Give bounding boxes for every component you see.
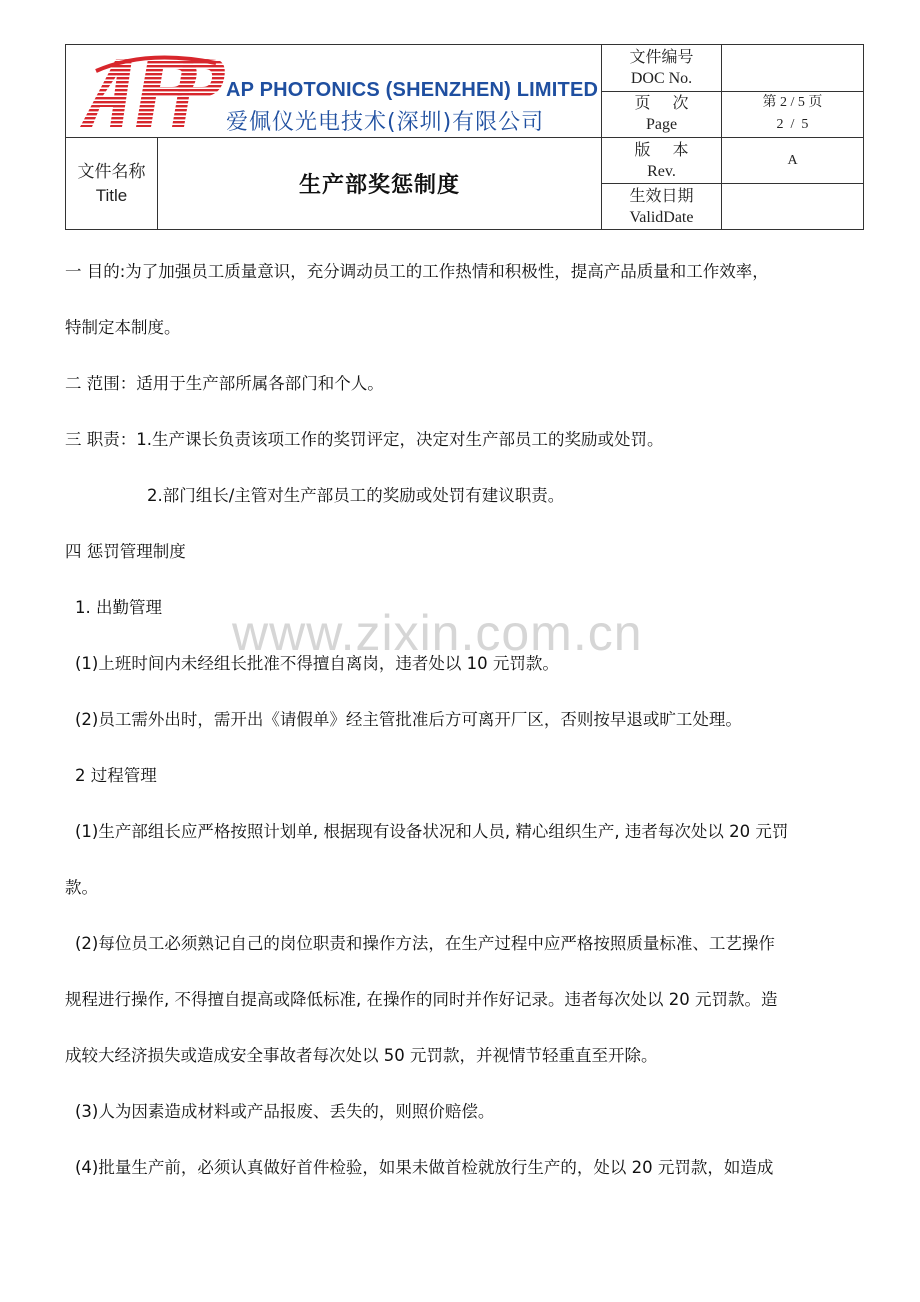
rule-process-2-line1: (2)每位员工必须熟记自己的岗位职责和操作方法，在生产过程中应严格按照质量标准、工艺操作 bbox=[75, 934, 775, 953]
watermark: www.zixin.com.cn bbox=[232, 605, 643, 661]
rev-label bbox=[602, 138, 722, 184]
title-label-cn: 文件名称 bbox=[77, 161, 146, 182]
company-name-cn: 爱佩仪光电技术(深圳)有限公司 bbox=[226, 110, 545, 135]
section-purpose-line1: 一 目的:为了加强员工质量意识，充分调动员工的工作热情和积极性，提高产品质量和工作效率， bbox=[65, 262, 769, 281]
title-label-en: Title bbox=[95, 185, 128, 205]
page-label-cn: 页次 bbox=[634, 93, 711, 113]
page-value-line1: 第 2 / 5 页 bbox=[762, 95, 823, 111]
rev-label-en: Rev. bbox=[647, 162, 676, 180]
valid-date-label-en: ValidDate bbox=[629, 208, 694, 226]
rule-process-3: (3)人为因素造成材料或产品报废、丢失的，则照价赔偿。 bbox=[75, 1102, 495, 1121]
section-purpose-line2: 特制定本制度。 bbox=[65, 318, 181, 337]
valid-date-label bbox=[602, 184, 722, 230]
section-penalty-heading: 四 惩罚管理制度 bbox=[65, 542, 186, 561]
section-duty-2: 2.部门组长/主管对生产部员工的奖励或处罚有建议职责。 bbox=[147, 486, 565, 505]
doc-no-label-en: DOC No. bbox=[630, 69, 693, 87]
rule-attendance-1: (1)上班时间内未经组长批准不得擅自离岗，违者处以 10 元罚款。 bbox=[75, 654, 559, 673]
valid-date-value bbox=[722, 184, 864, 230]
document-body bbox=[65, 258, 863, 1182]
rule-process-2-line3: 成较大经济损失或造成安全事故者每次处以 50 元罚款，并视情节轻重直至开除。 bbox=[65, 1046, 658, 1065]
rev-label-cn: 版本 bbox=[634, 139, 711, 159]
rev-value: A bbox=[722, 138, 864, 184]
section-scope: 二 范围：适用于生产部所属各部门和个人。 bbox=[65, 374, 384, 393]
doc-no-value bbox=[722, 45, 864, 92]
rule-process-1-line2: 款。 bbox=[65, 878, 98, 897]
page-value bbox=[722, 91, 864, 138]
company-name-en: AP PHOTONICS (SHENZHEN) LIMITED bbox=[226, 79, 599, 101]
app-logo-icon bbox=[76, 53, 226, 131]
rule-process-4: (4)批量生产前，必须认真做好首件检验，如果未做首检就放行生产的，处以 20 元罚款，如造成 bbox=[75, 1158, 774, 1177]
valid-date-label-cn: 生效日期 bbox=[629, 185, 694, 205]
rule-process-1-line1: (1)生产部组长应严格按照计划单, 根据现有设备状况和人员, 精心组织生产, 违者每次处以 20 元罚 bbox=[75, 822, 789, 841]
doc-no-label-cn: 文件编号 bbox=[629, 46, 694, 66]
rule-process-2-line2: 规程进行操作, 不得擅自提高或降低标准, 在操作的同时并作好记录。违者每次处以 20 元罚款。造 bbox=[65, 990, 778, 1009]
document-title: 生产部奖惩制度 bbox=[158, 138, 602, 230]
page-label bbox=[602, 91, 722, 138]
page-value-line2: 2 / 5 bbox=[776, 117, 809, 133]
title-label bbox=[66, 138, 158, 230]
section-duty-1: 三 职责：1.生产课长负责该项工作的奖罚评定，决定对生产部员工的奖励或处罚。 bbox=[65, 430, 664, 449]
document-header-table bbox=[65, 44, 864, 230]
doc-no-label bbox=[602, 45, 722, 92]
subsection-attendance: 1. 出勤管理 bbox=[75, 598, 162, 617]
page-label-en: Page bbox=[645, 116, 678, 134]
company-logo-cell bbox=[66, 45, 602, 138]
rule-attendance-2: (2)员工需外出时，需开出《请假单》经主管批准后方可离开厂区，否则按早退或旷工处理。 bbox=[75, 710, 742, 729]
subsection-process: 2 过程管理 bbox=[75, 766, 157, 785]
